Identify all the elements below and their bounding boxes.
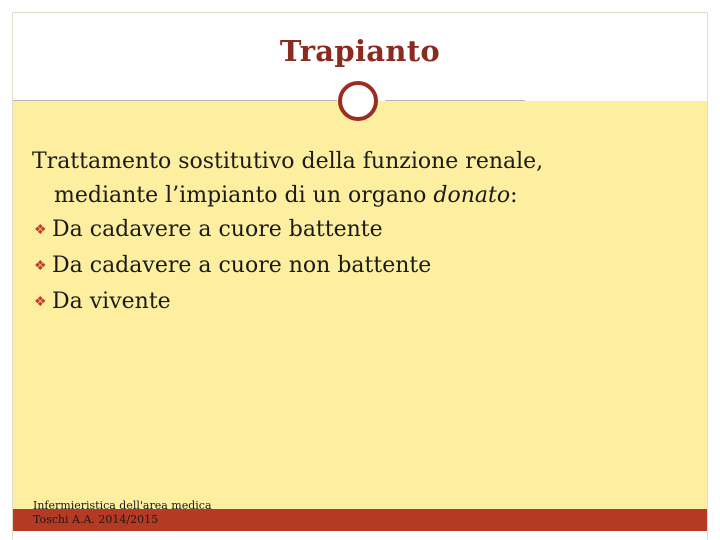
footer-text	[33, 499, 212, 527]
dingbat-bullet-icon: ❖	[34, 258, 47, 274]
intro-line-2-suffix: :	[510, 183, 518, 208]
slide-body	[32, 145, 692, 321]
intro-line-1: Trattamento sostitutivo della funzione renale,	[32, 149, 544, 174]
intro-paragraph	[32, 145, 692, 213]
dingbat-bullet-icon: ❖	[34, 294, 47, 310]
bullet-text: Da cadavere a cuore battente	[52, 217, 383, 242]
bullet-item	[32, 213, 692, 249]
intro-line-2	[32, 179, 692, 213]
dingbat-bullet-icon: ❖	[34, 222, 47, 238]
slide-title: Trapianto	[279, 34, 441, 68]
bullet-item	[32, 285, 692, 321]
bullet-text: Da vivente	[52, 289, 171, 314]
footer-author: Toschi A.A. 2014/2015	[33, 513, 159, 526]
bullet-item	[32, 249, 692, 285]
bullet-list	[32, 213, 692, 321]
title-divider-right	[385, 100, 525, 101]
intro-emphasis: donato	[433, 183, 511, 208]
circle-ornament-icon	[338, 81, 378, 121]
intro-line-2-text: mediante l’impianto di un organo	[54, 183, 434, 208]
footer-course: Infermieristica dell'area medica	[33, 499, 212, 512]
bullet-text: Da cadavere a cuore non battente	[52, 253, 432, 278]
title-divider-left	[13, 100, 337, 101]
